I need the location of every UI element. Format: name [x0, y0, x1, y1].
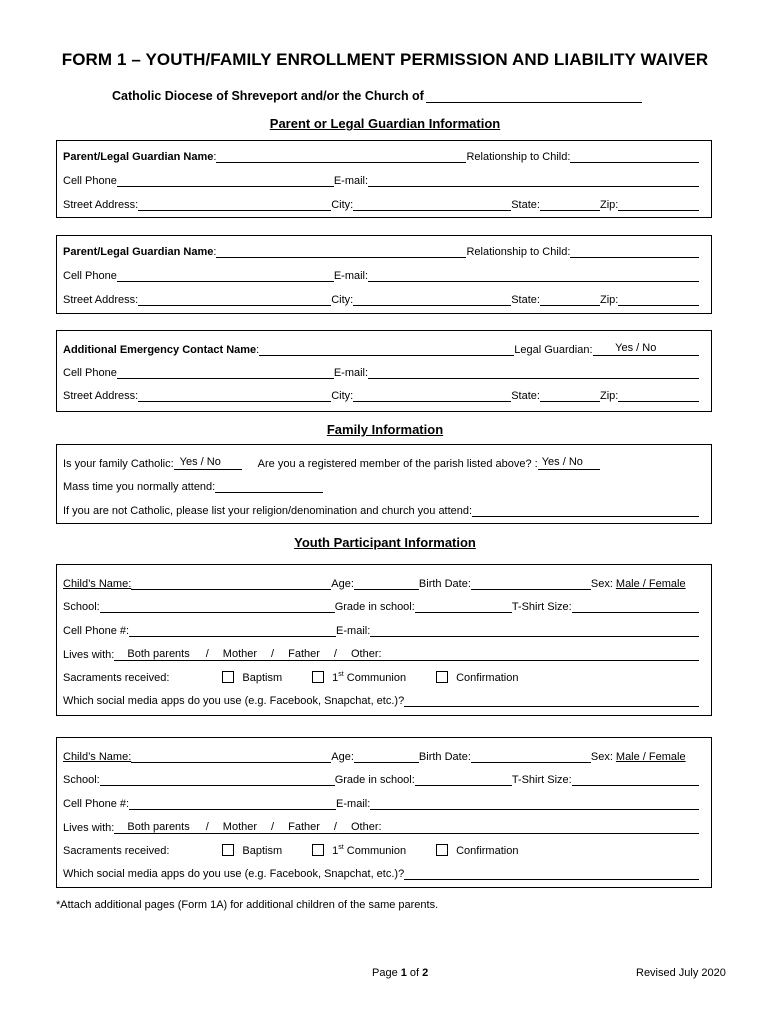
cell-phone-label: Cell Phone	[63, 367, 117, 379]
baptism-checkbox[interactable]	[222, 844, 234, 856]
city-label: City:	[331, 294, 354, 306]
lives-other[interactable]: Other:	[350, 821, 382, 833]
street-label: Street Address:	[63, 294, 139, 306]
guardian-name-field[interactable]	[216, 150, 466, 163]
age-label: Age:	[331, 751, 354, 763]
age-field[interactable]	[354, 577, 419, 590]
child-name-field[interactable]	[131, 750, 331, 763]
age-field[interactable]	[354, 750, 419, 763]
street-label: Street Address:	[63, 390, 139, 402]
guardian-name-label: Parent/Legal Guardian Name	[63, 246, 214, 258]
mass-time-field[interactable]	[215, 480, 323, 493]
street-label: Street Address:	[63, 199, 139, 211]
state-field[interactable]	[540, 293, 600, 306]
birth-date-field[interactable]	[471, 750, 591, 763]
communion-label: 1st Communion	[332, 844, 407, 857]
lives-with-label: Lives with:	[63, 822, 115, 834]
street-field[interactable]	[138, 198, 331, 211]
email-field[interactable]	[368, 174, 699, 187]
sex-options[interactable]: Male / Female	[615, 751, 686, 763]
youth-box-1	[56, 564, 712, 716]
sex-options[interactable]: Male / Female	[615, 578, 686, 590]
birth-date-field[interactable]	[471, 577, 591, 590]
state-field[interactable]	[540, 389, 600, 402]
state-label: State:	[511, 199, 540, 211]
email-label: E-mail:	[333, 367, 369, 379]
guardian-name-label: Parent/Legal Guardian Name	[63, 151, 214, 163]
emergency-box: Additional Emergency Contact Name : Legal Guardian: Yes / No Cell Phone E-mail: Street Address: City: State: Zip:	[56, 330, 712, 412]
lives-mother[interactable]: Mother	[222, 648, 258, 660]
lives-both-parents[interactable]: Both parents	[127, 648, 190, 660]
state-label: State:	[511, 390, 540, 402]
social-media-field[interactable]	[404, 694, 699, 707]
page-number: Page 1 of 2	[372, 967, 429, 979]
tshirt-label: T-Shirt Size:	[511, 774, 572, 786]
city-field[interactable]	[353, 389, 511, 402]
email-label: E-mail:	[333, 270, 369, 282]
birth-date-label: Birth Date:	[418, 578, 471, 590]
tshirt-label: T-Shirt Size:	[511, 601, 572, 613]
youth-box-2	[56, 737, 712, 888]
state-field[interactable]	[540, 198, 600, 211]
school-label: School:	[63, 774, 100, 786]
lives-with-field[interactable]: Both parents / Mother / Father / Other:	[114, 647, 699, 661]
social-media-label: Which social media apps do you use (e.g. Facebook, Snapchat, etc.)?	[63, 868, 405, 880]
social-media-field[interactable]	[404, 867, 699, 880]
grade-label: Grade in school:	[334, 601, 415, 613]
state-label: State:	[511, 294, 540, 306]
registered-answer-field[interactable]	[538, 457, 600, 470]
cell-phone-field[interactable]	[117, 174, 334, 187]
sacraments-label: Sacraments received:	[63, 672, 170, 684]
mass-time-label: Mass time you normally attend:	[63, 481, 216, 493]
street-field[interactable]	[138, 293, 331, 306]
legal-guardian-label: Legal Guardian:	[514, 344, 593, 356]
email-label: E-mail:	[336, 798, 371, 810]
city-field[interactable]	[353, 198, 511, 211]
baptism-checkbox[interactable]	[222, 671, 234, 683]
lives-with-label: Lives with:	[63, 649, 115, 661]
cell-phone-field[interactable]	[129, 624, 336, 637]
emergency-name-label: Additional Emergency Contact Name	[63, 344, 257, 356]
communion-checkbox[interactable]	[312, 671, 324, 683]
catholic-answer-field[interactable]	[174, 457, 242, 470]
city-label: City:	[331, 390, 354, 402]
lives-other[interactable]: Other:	[350, 648, 382, 660]
child-name-field[interactable]	[131, 577, 331, 590]
section-title-youth: Youth Participant Information	[294, 535, 476, 550]
email-field[interactable]	[368, 366, 699, 379]
family-box	[56, 444, 712, 524]
city-label: City:	[331, 199, 354, 211]
birth-date-label: Birth Date:	[418, 751, 471, 763]
city-field[interactable]	[353, 293, 511, 306]
catholic-question: Is your family Catholic:	[63, 458, 174, 470]
religion-field[interactable]	[472, 504, 699, 517]
relationship-label: Relationship to Child:	[466, 151, 571, 163]
footnote: *Attach additional pages (Form 1A) for additional children of the same parents.	[56, 899, 439, 911]
baptism-label: Baptism	[242, 845, 283, 857]
sacraments-label: Sacraments received:	[63, 845, 170, 857]
school-field[interactable]	[100, 600, 335, 613]
registered-question: Are you a registered member of the parish listed above? :	[257, 458, 538, 470]
communion-checkbox[interactable]	[312, 844, 324, 856]
email-label: E-mail:	[333, 175, 369, 187]
confirmation-label: Confirmation	[456, 672, 519, 684]
lives-father[interactable]: Father	[288, 648, 320, 660]
confirmation-checkbox[interactable]	[436, 844, 448, 856]
legal-guardian-field[interactable]	[593, 343, 700, 356]
form-title: FORM 1 – YOUTH/FAMILY ENROLLMENT PERMISSION AND LIABILITY WAIVER	[61, 50, 709, 69]
cell-phone-label: Cell Phone	[63, 175, 117, 187]
lives-both-parents[interactable]: Both parents	[127, 821, 190, 833]
registered-options: Yes / No	[541, 456, 583, 468]
church-label: Catholic Diocese of Shreveport and/or the Church of	[112, 89, 424, 103]
catholic-options: Yes / No	[179, 456, 221, 468]
grade-label: Grade in school:	[334, 774, 415, 786]
zip-field[interactable]	[618, 389, 699, 402]
guardian-box-1: Parent/Legal Guardian Name : Relationship to Child: Cell Phone E-mail: Street Address: City: State: Zip:	[56, 140, 712, 218]
relationship-field[interactable]	[570, 150, 699, 163]
zip-field[interactable]	[618, 198, 699, 211]
section-title-guardian: Parent or Legal Guardian Information	[269, 116, 501, 131]
zip-label: Zip:	[599, 199, 619, 211]
grade-field[interactable]	[415, 600, 512, 613]
confirmation-checkbox[interactable]	[436, 671, 448, 683]
school-label: School:	[63, 601, 100, 613]
cell-phone-label: Cell Phone	[63, 270, 117, 282]
email-label: E-mail:	[336, 625, 371, 637]
email-field[interactable]	[368, 269, 699, 282]
lives-father[interactable]: Father	[288, 821, 320, 833]
cell-phone-label: Cell Phone #:	[63, 798, 130, 810]
tshirt-field[interactable]	[572, 773, 699, 786]
section-title-family: Family Information	[326, 422, 444, 437]
guardian-name-field[interactable]	[216, 245, 466, 258]
school-field[interactable]	[100, 773, 335, 786]
cell-phone-field[interactable]	[117, 269, 334, 282]
church-field[interactable]	[426, 89, 642, 103]
grade-field[interactable]	[415, 773, 512, 786]
zip-label: Zip:	[599, 294, 619, 306]
emergency-name-field[interactable]	[259, 343, 514, 356]
sex-label: Sex:	[590, 578, 613, 590]
street-field[interactable]	[138, 389, 331, 402]
baptism-label: Baptism	[242, 672, 283, 684]
confirmation-label: Confirmation	[456, 845, 519, 857]
relationship-field[interactable]	[570, 245, 699, 258]
email-field[interactable]	[370, 797, 699, 810]
social-media-label: Which social media apps do you use (e.g. Facebook, Snapchat, etc.)?	[63, 695, 405, 707]
cell-phone-field[interactable]	[129, 797, 336, 810]
tshirt-field[interactable]	[572, 600, 699, 613]
child-name-label: Child’s Name:	[63, 751, 132, 763]
cell-phone-field[interactable]	[117, 366, 334, 379]
not-catholic-label: If you are not Catholic, please list your religion/denomination and church you attend:	[63, 505, 473, 517]
cell-phone-label: Cell Phone #:	[63, 625, 130, 637]
revised-date: Revised July 2020	[636, 967, 726, 979]
zip-label: Zip:	[599, 390, 619, 402]
church-line	[112, 89, 642, 103]
zip-field[interactable]	[618, 293, 699, 306]
lives-mother[interactable]: Mother	[222, 821, 258, 833]
legal-guardian-options: Yes / No	[615, 342, 657, 354]
lives-with-field[interactable]: Both parents / Mother / Father / Other:	[114, 820, 699, 834]
email-field[interactable]	[370, 624, 699, 637]
relationship-label: Relationship to Child:	[466, 246, 571, 258]
communion-label: 1st Communion	[332, 671, 407, 684]
guardian-box-2: Parent/Legal Guardian Name : Relationship to Child: Cell Phone E-mail: Street Address: City: State: Zip:	[56, 235, 712, 314]
age-label: Age:	[331, 578, 354, 590]
sex-label: Sex:	[590, 751, 613, 763]
child-name-label: Child’s Name:	[63, 578, 132, 590]
